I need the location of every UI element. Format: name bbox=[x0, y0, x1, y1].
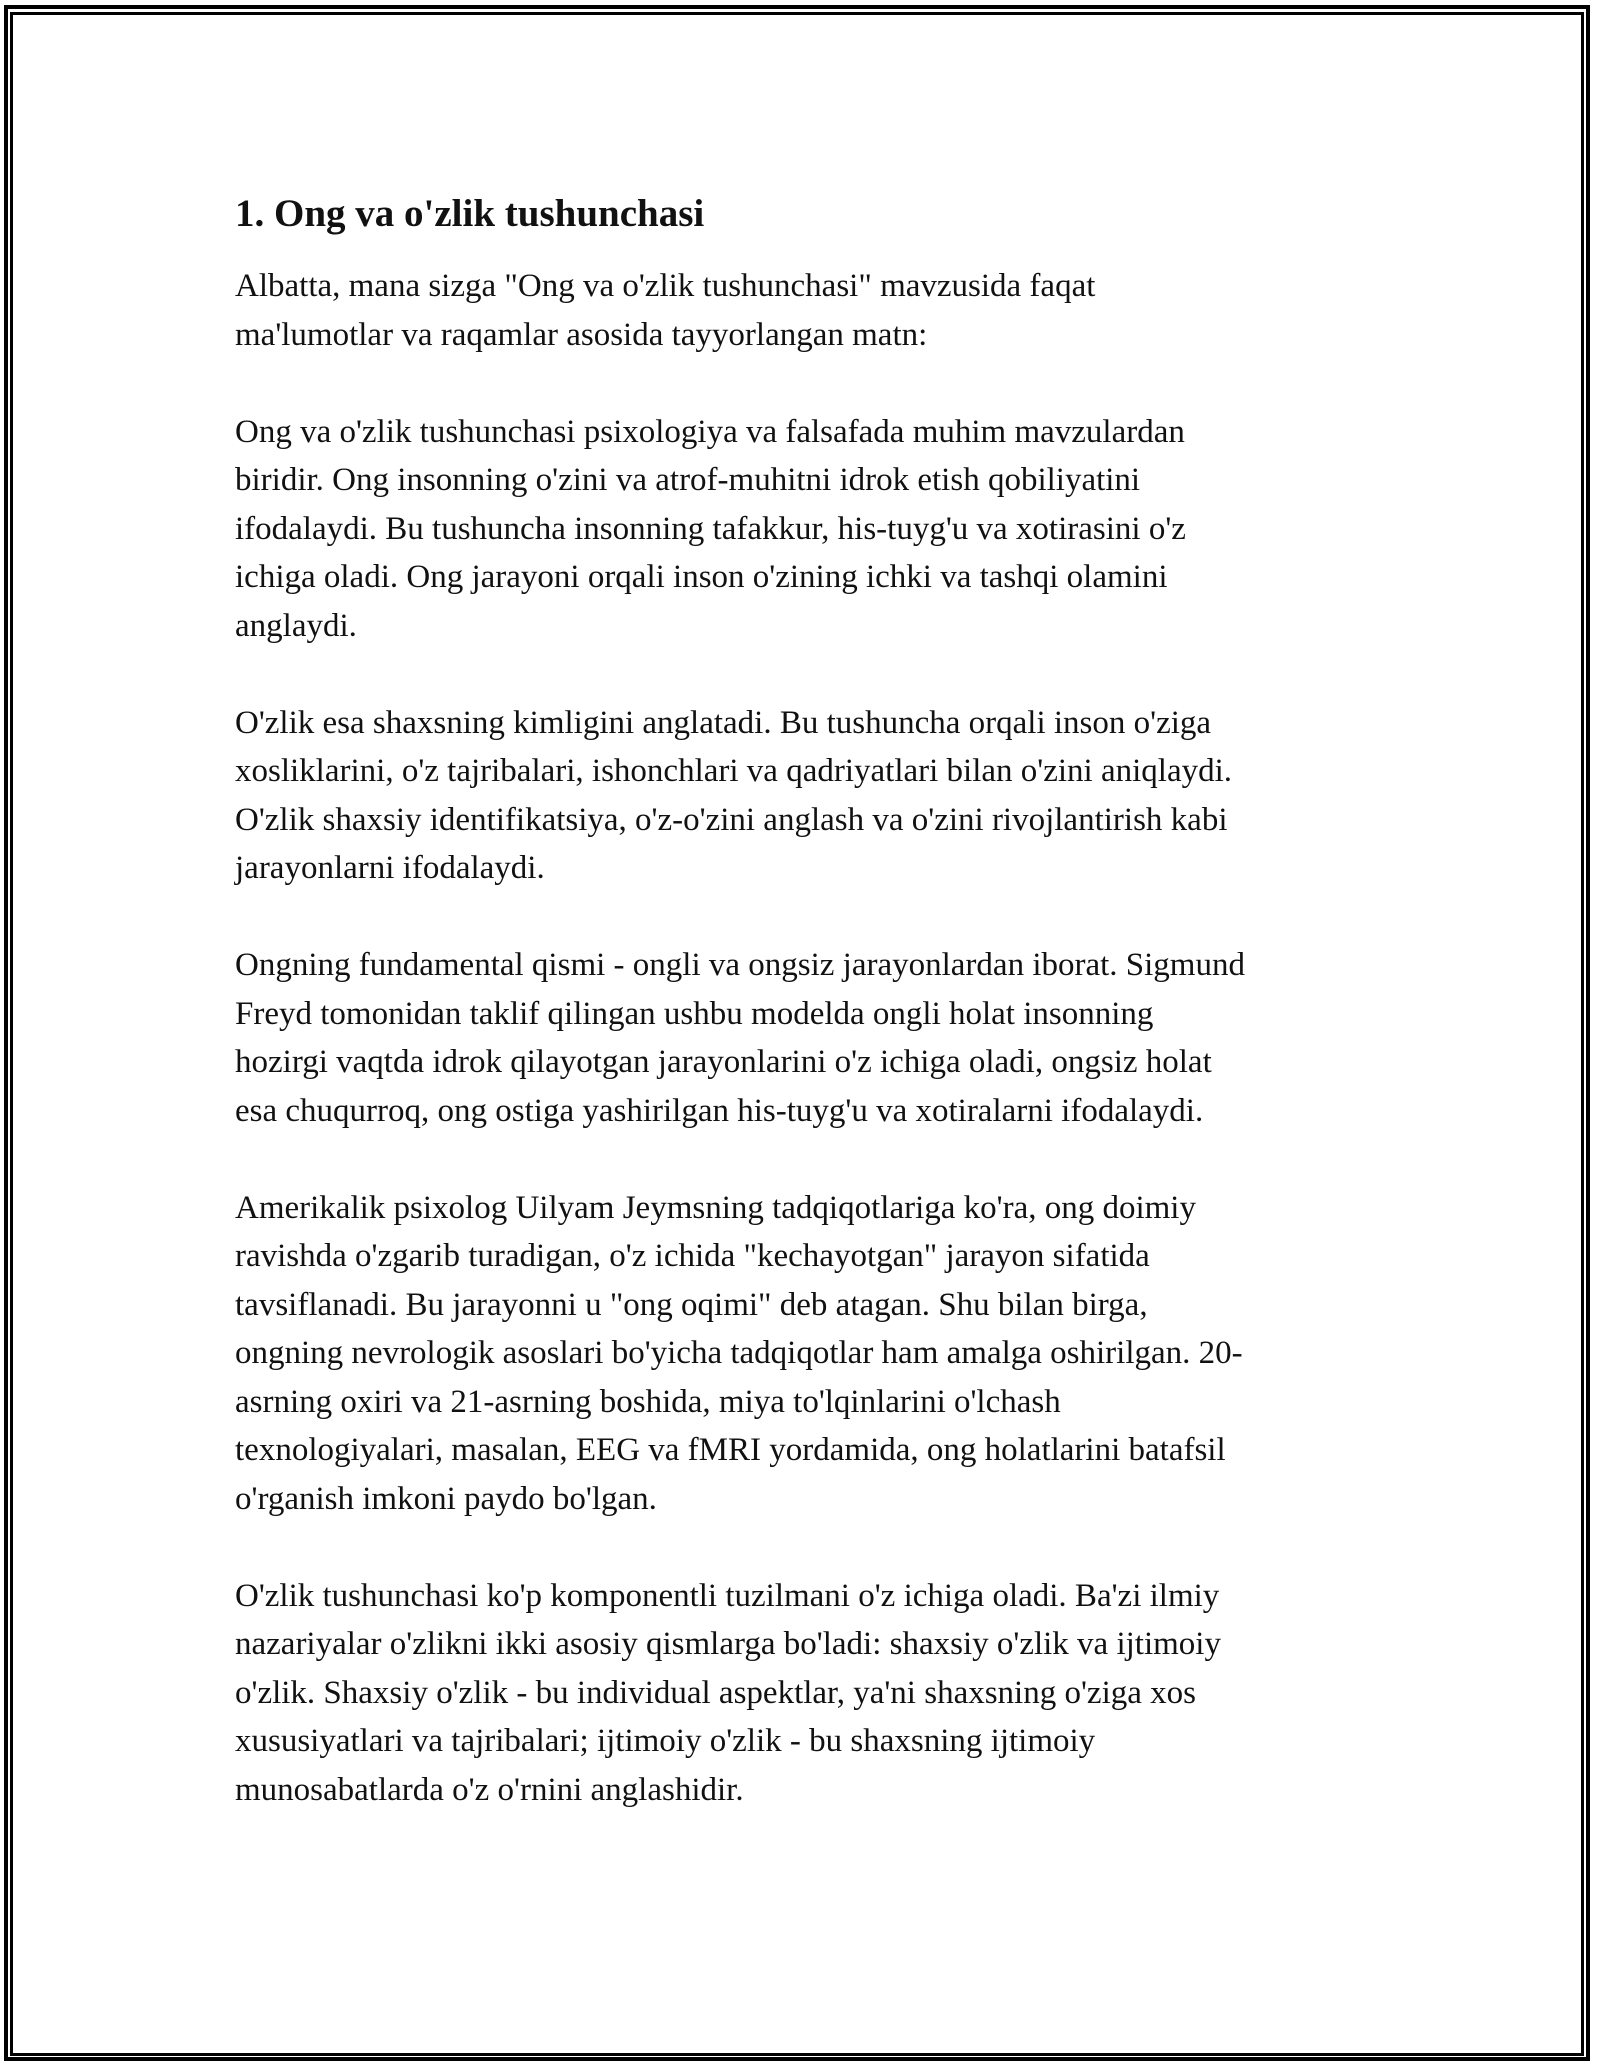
paragraph-ong-definition: Ong va o'zlik tushunchasi psixologiya va falsafada muhim mavzulardan biridir. Ong insonning o'zini va atrof-muhitni idrok etish qobiliyatini ifodalaydi. Bu tushuncha insonning tafakkur, his-tuyg'u va xotirasini o'z ichiga oladi. Ong jarayoni orqali inson o'zining ichki va tashqi olamini anglaydi. bbox=[235, 413, 1186, 644]
paragraph-freud-model: Ongning fundamental qismi - ongli va ongsiz jarayonlardan iborat. Sigmund Freyd tomonidan taklif qilingan ushbu modelda ongli holat insonning hozirgi vaqtda idrok qilayotgan jarayonlarini o'z ichiga oladi, ongsiz holat esa chuqurroq, ong ostiga yashirilgan his-tuyg'u va xotiralarni ifodalaydi. bbox=[235, 947, 1245, 1129]
document-body bbox=[235, 186, 1365, 1863]
paragraph-intro: Albatta, mana sizga "Ong va o'zlik tushunchasi" mavzusida faqat ma'lumotlar va raqamlar asosida tayyorlangan matn: bbox=[235, 268, 1096, 353]
paragraph-ozlik-components: O'zlik tushunchasi ko'p komponentli tuzilmani o'z ichiga oladi. Ba'zi ilmiy nazariyalar o'zlikni ikki asosiy qismlarga bo'ladi: shaxsiy o'zlik va ijtimoiy o'zlik. Shaxsiy o'zlik - bu individual aspektlar, ya'ni shaxsning o'ziga xos xususiyatlari va tajribalari; ijtimoiy o'zlik - bu shaxsning ijtimoiy munosabatlarda o'z o'rnini anglashidir. bbox=[235, 1577, 1221, 1808]
section-heading: 1. Ong va o'zlik tushunchasi bbox=[235, 192, 705, 235]
paragraph-ozlik-definition: O'zlik esa shaxsning kimligini anglatadi. Bu tushuncha orqali inson o'ziga xosliklarini, o'z tajribalari, ishonchlari va qadriyatlari bilan o'zini aniqlaydi. O'zlik shaxsiy identifikatsiya, o'z-o'zini anglash va o'zini rivojlantirish kabi jarayonlarni ifodalaydi. bbox=[235, 704, 1233, 886]
paragraph-james-research: Amerikalik psixolog Uilyam Jeymsning tadqiqotlariga ko'ra, ong doimiy ravishda o'zgarib turadigan, o'z ichida "kechayotgan" jarayon sifatida tavsiflanadi. Bu jarayonni u "ong oqimi" deb atagan. Shu bilan birga, ongning nevrologik asoslari bo'yicha tadqiqotlar ham amalga oshirilgan. 20- asrning oxiri va 21-asrning boshida, miya to'lqinlarini o'lchash texnologiyalari, masalan, EEG va fMRI yordamida, ong holatlarini batafsil o'rganish imkoni paydo bo'lgan. bbox=[235, 1189, 1243, 1517]
